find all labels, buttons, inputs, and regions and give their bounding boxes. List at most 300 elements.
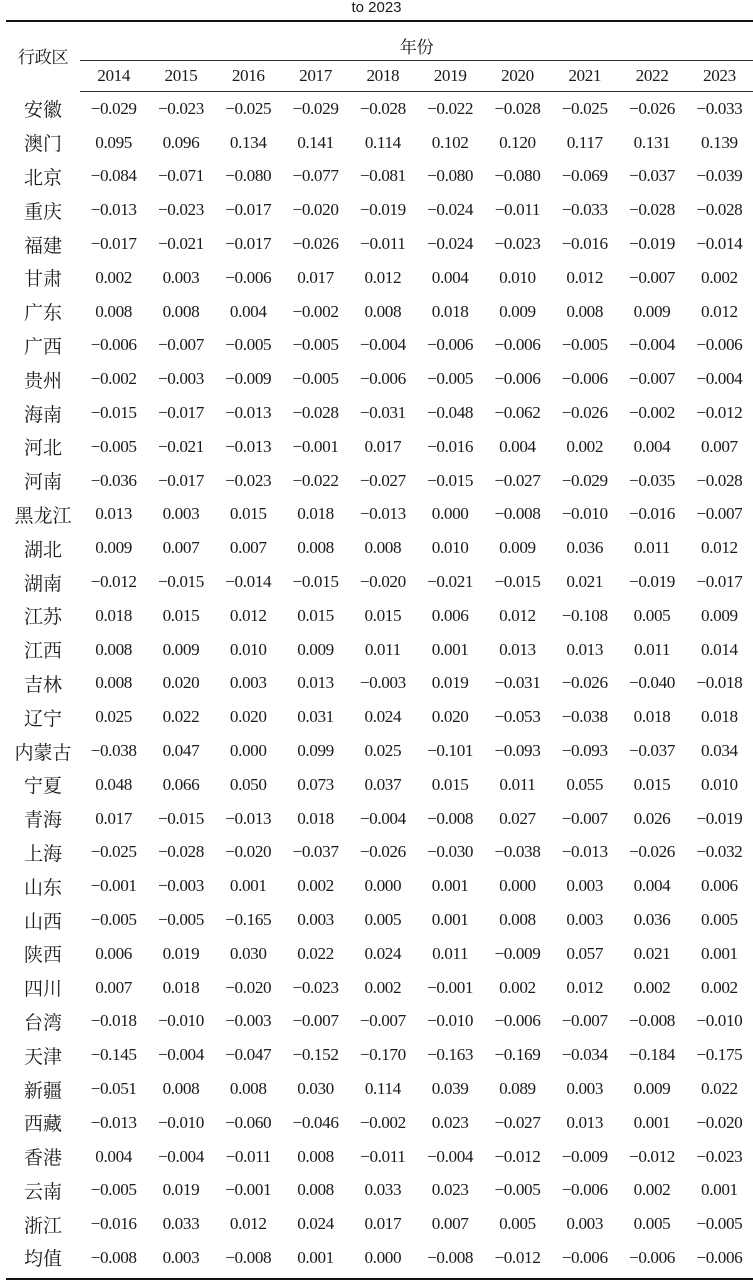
table-row	[6, 734, 753, 768]
value-cell: 0.009	[499, 538, 536, 558]
region-name-cell: 吉林	[23, 674, 62, 696]
value-cell: −0.018	[696, 673, 743, 693]
table-row	[6, 498, 753, 532]
value-cell: −0.004	[359, 808, 406, 828]
year-group-header: 年份	[399, 38, 434, 57]
value-cell: 0.004	[633, 876, 671, 896]
value-cell: −0.013	[225, 436, 272, 456]
value-cell: −0.080	[494, 166, 541, 186]
value-cell: −0.028	[157, 842, 204, 862]
value-cell: 0.008	[95, 673, 132, 693]
value-cell: −0.038	[90, 741, 137, 761]
value-cell: 0.007	[162, 538, 200, 558]
value-cell: −0.020	[225, 977, 272, 997]
value-cell: 0.007	[95, 977, 132, 997]
value-cell: 0.006	[95, 943, 132, 963]
value-cell: −0.020	[696, 1112, 743, 1132]
value-cell: −0.108	[561, 605, 608, 625]
value-cell: −0.002	[292, 301, 339, 321]
table-row	[6, 836, 753, 870]
value-cell: 0.010	[431, 538, 469, 558]
value-cell: −0.012	[629, 1146, 675, 1166]
value-cell: −0.009	[494, 943, 541, 963]
table-row	[6, 362, 753, 396]
value-cell: 0.000	[364, 1247, 402, 1267]
value-cell: −0.026	[359, 842, 406, 862]
value-cell: −0.029	[561, 470, 608, 490]
value-cell: −0.005	[225, 335, 272, 355]
value-cell: 0.027	[499, 808, 536, 828]
region-name-cell: 安徽	[23, 100, 62, 122]
value-cell: 0.003	[162, 267, 200, 287]
value-cell: −0.010	[157, 1011, 204, 1031]
value-cell: −0.025	[225, 98, 272, 118]
value-cell: 0.139	[701, 132, 738, 152]
value-cell: −0.152	[292, 1045, 339, 1065]
value-cell: −0.002	[629, 403, 675, 423]
value-cell: 0.023	[431, 1112, 469, 1132]
value-cell: −0.003	[359, 673, 406, 693]
value-cell: −0.005	[157, 910, 204, 930]
value-cell: −0.023	[292, 977, 339, 997]
value-cell: 0.141	[297, 132, 334, 152]
value-cell: −0.093	[494, 741, 541, 761]
value-cell: −0.005	[696, 1214, 743, 1234]
value-cell: −0.013	[359, 504, 406, 524]
table-row	[6, 1038, 753, 1072]
value-cell: 0.066	[162, 774, 200, 794]
value-cell: 0.037	[364, 774, 402, 794]
value-cell: −0.010	[157, 1112, 204, 1132]
value-cell: −0.020	[359, 572, 406, 592]
table-row	[6, 768, 753, 802]
value-cell: 0.010	[499, 267, 536, 287]
value-cell: −0.007	[561, 1011, 608, 1031]
value-cell: 0.019	[431, 673, 469, 693]
value-cell: −0.028	[696, 200, 743, 220]
table-row	[6, 599, 753, 633]
value-cell: −0.080	[427, 166, 474, 186]
value-cell: 0.033	[162, 1214, 200, 1234]
value-cell: −0.026	[561, 403, 608, 423]
value-cell: 0.004	[431, 267, 469, 287]
value-cell: 0.050	[229, 774, 267, 794]
region-name-cell: 宁夏	[23, 776, 62, 798]
value-cell: 0.005	[364, 910, 402, 930]
value-cell: 0.018	[162, 977, 200, 997]
value-cell: 0.020	[431, 707, 469, 727]
value-cell: 0.024	[297, 1214, 334, 1234]
region-name-cell: 天津	[23, 1046, 62, 1068]
value-cell: −0.007	[629, 267, 675, 287]
region-name-cell: 台湾	[23, 1012, 62, 1034]
value-cell: 0.021	[566, 572, 604, 592]
value-cell: −0.005	[427, 369, 474, 389]
value-cell: −0.015	[157, 572, 204, 592]
value-cell: −0.013	[90, 200, 137, 220]
value-cell: 0.057	[566, 943, 604, 963]
region-name-cell: 海南	[23, 404, 62, 426]
value-cell: 0.022	[162, 707, 200, 727]
region-name-cell: 广东	[23, 303, 62, 325]
value-cell: −0.062	[494, 403, 541, 423]
value-cell: −0.019	[629, 572, 675, 592]
value-cell: −0.005	[292, 335, 339, 355]
value-cell: 0.015	[162, 605, 200, 625]
year-header-2015: 2015	[147, 61, 214, 92]
region-name-cell: 河北	[23, 438, 62, 460]
region-name-cell: 江西	[23, 641, 62, 663]
table-row	[6, 261, 753, 295]
value-cell: 0.095	[95, 132, 132, 152]
value-cell: 0.021	[633, 943, 671, 963]
value-cell: −0.006	[629, 1247, 675, 1267]
value-cell: −0.017	[90, 234, 137, 254]
value-cell: 0.114	[364, 1079, 401, 1098]
value-cell: −0.011	[360, 1146, 406, 1166]
value-cell: −0.017	[157, 470, 204, 490]
value-cell: 0.002	[701, 267, 738, 287]
value-cell: −0.038	[561, 707, 608, 727]
value-cell: −0.008	[90, 1247, 137, 1267]
value-cell: 0.008	[297, 1180, 334, 1200]
header-row-years	[6, 61, 753, 92]
value-cell: 0.001	[229, 876, 267, 896]
value-cell: −0.007	[629, 369, 675, 389]
region-name-cell: 澳门	[23, 134, 62, 156]
region-name-cell: 重庆	[23, 201, 62, 223]
table-row	[6, 1005, 753, 1039]
value-cell: −0.004	[427, 1146, 474, 1166]
value-cell: −0.015	[90, 403, 137, 423]
value-cell: −0.013	[561, 842, 608, 862]
value-cell: 0.134	[229, 132, 267, 152]
value-cell: 0.102	[431, 132, 469, 152]
value-cell: 0.030	[297, 1079, 334, 1098]
value-cell: 0.117	[566, 132, 603, 152]
value-cell: −0.007	[292, 1011, 339, 1031]
value-cell: 0.011	[432, 943, 469, 963]
table-row	[6, 193, 753, 227]
region-name-cell: 辽宁	[23, 708, 62, 730]
region-name-cell: 江苏	[23, 607, 62, 629]
value-cell: −0.015	[427, 470, 474, 490]
value-cell: 0.015	[297, 605, 334, 625]
value-cell: −0.163	[427, 1045, 474, 1065]
region-name-cell: 山东	[23, 877, 62, 899]
value-cell: 0.008	[162, 1079, 200, 1098]
value-cell: 0.002	[499, 977, 536, 997]
region-name-cell: 湖南	[23, 573, 62, 595]
value-cell: −0.031	[494, 673, 541, 693]
value-cell: −0.031	[359, 403, 406, 423]
value-cell: −0.093	[561, 741, 608, 761]
year-header-2022: 2022	[618, 61, 685, 92]
value-cell: 0.009	[499, 301, 536, 321]
value-cell: 0.012	[364, 267, 402, 287]
value-cell: 0.006	[701, 876, 738, 896]
value-cell: 0.004	[499, 436, 536, 456]
value-cell: −0.033	[561, 200, 608, 220]
value-cell: −0.013	[225, 403, 272, 423]
value-cell: −0.037	[629, 166, 675, 186]
value-cell: −0.016	[561, 234, 608, 254]
value-cell: −0.006	[427, 335, 474, 355]
value-cell: 0.018	[297, 808, 334, 828]
value-cell: −0.033	[696, 98, 743, 118]
value-cell: 0.024	[364, 707, 402, 727]
value-cell: −0.010	[427, 1011, 474, 1031]
value-cell: 0.008	[499, 910, 536, 930]
value-cell: −0.006	[561, 1180, 608, 1200]
value-cell: −0.006	[359, 369, 406, 389]
value-cell: −0.169	[494, 1045, 541, 1065]
header-row-group	[6, 21, 753, 61]
table-row	[6, 869, 753, 903]
table-caption-text: to 2023	[351, 0, 402, 15]
value-cell: 0.047	[162, 741, 200, 761]
value-cell: 0.015	[229, 504, 267, 524]
value-cell: −0.012	[696, 403, 743, 423]
value-cell: 0.012	[499, 605, 536, 625]
value-cell: 0.017	[364, 436, 402, 456]
value-cell: −0.001	[90, 876, 137, 896]
value-cell: −0.005	[494, 1180, 541, 1200]
value-cell: −0.006	[494, 369, 541, 389]
data-table	[6, 21, 753, 1275]
value-cell: 0.004	[633, 436, 671, 456]
value-cell: −0.051	[90, 1079, 137, 1098]
value-cell: 0.003	[566, 1214, 604, 1234]
table-row	[6, 971, 753, 1005]
value-cell: 0.001	[431, 876, 469, 896]
table-row	[6, 903, 753, 937]
value-cell: 0.073	[297, 774, 334, 794]
value-cell: −0.012	[494, 1247, 541, 1267]
region-name-cell: 青海	[23, 810, 62, 832]
value-cell: −0.026	[561, 673, 608, 693]
region-name-cell: 云南	[23, 1181, 62, 1203]
value-cell: 0.023	[431, 1180, 469, 1200]
value-cell: −0.007	[359, 1011, 406, 1031]
value-cell: 0.008	[364, 301, 402, 321]
value-cell: −0.014	[696, 234, 743, 254]
value-cell: −0.080	[225, 166, 272, 186]
value-cell: −0.017	[225, 234, 272, 254]
table-row	[6, 92, 753, 126]
table-row	[6, 565, 753, 599]
year-header-2023: 2023	[686, 61, 753, 92]
value-cell: −0.071	[157, 166, 204, 186]
value-cell: −0.101	[427, 741, 474, 761]
value-cell: −0.030	[427, 842, 474, 862]
value-cell: 0.018	[431, 301, 469, 321]
value-cell: −0.015	[157, 808, 204, 828]
value-cell: 0.099	[297, 741, 334, 761]
value-cell: −0.027	[494, 470, 541, 490]
value-cell: 0.011	[634, 639, 671, 659]
table-row	[6, 1106, 753, 1140]
year-header-2017: 2017	[282, 61, 349, 92]
value-cell: −0.023	[157, 98, 204, 118]
table-row	[6, 295, 753, 329]
value-cell: 0.002	[701, 977, 738, 997]
value-cell: 0.089	[499, 1079, 536, 1098]
year-header-2014: 2014	[80, 61, 147, 92]
value-cell: 0.012	[701, 301, 738, 321]
value-cell: −0.022	[427, 98, 474, 118]
value-cell: 0.018	[633, 707, 671, 727]
value-cell: −0.012	[494, 1146, 541, 1166]
value-cell: 0.013	[566, 639, 604, 659]
value-cell: −0.016	[427, 436, 474, 456]
table-row	[6, 700, 753, 734]
value-cell: 0.013	[566, 1112, 604, 1132]
value-cell: 0.026	[633, 808, 671, 828]
value-cell: −0.069	[561, 166, 608, 186]
value-cell: −0.027	[359, 470, 406, 490]
value-cell: 0.002	[364, 977, 402, 997]
table-row	[6, 1207, 753, 1241]
region-name-cell: 四川	[23, 979, 62, 1001]
region-name-cell: 内蒙古	[14, 742, 72, 764]
value-cell: −0.012	[90, 572, 137, 592]
value-cell: −0.021	[427, 572, 474, 592]
value-cell: 0.008	[364, 538, 402, 558]
value-cell: 0.017	[364, 1214, 402, 1234]
value-cell: −0.008	[225, 1247, 272, 1267]
value-cell: 0.018	[701, 707, 738, 727]
value-cell: −0.038	[494, 842, 541, 862]
value-cell: −0.047	[225, 1045, 272, 1065]
value-cell: 0.114	[364, 132, 401, 152]
value-cell: 0.008	[95, 639, 132, 659]
value-cell: 0.012	[701, 538, 738, 558]
value-cell: 0.025	[364, 741, 402, 761]
value-cell: −0.039	[696, 166, 743, 186]
table-row	[6, 1241, 753, 1275]
value-cell: −0.019	[629, 234, 675, 254]
value-cell: 0.008	[162, 301, 200, 321]
value-cell: 0.008	[229, 1079, 267, 1098]
table-row	[6, 802, 753, 836]
value-cell: 0.002	[633, 1180, 671, 1200]
value-cell: −0.006	[561, 1247, 608, 1267]
value-cell: 0.003	[566, 910, 604, 930]
value-cell: −0.011	[360, 234, 406, 254]
value-cell: 0.001	[701, 1180, 738, 1200]
value-cell: 0.022	[701, 1079, 738, 1098]
value-cell: 0.024	[364, 943, 402, 963]
value-cell: 0.012	[566, 267, 604, 287]
year-header-2019: 2019	[416, 61, 483, 92]
value-cell: 0.004	[95, 1146, 132, 1166]
value-cell: 0.009	[633, 301, 671, 321]
value-cell: 0.009	[701, 605, 738, 625]
value-cell: 0.131	[633, 132, 671, 152]
table-row	[6, 227, 753, 261]
value-cell: −0.037	[292, 842, 339, 862]
value-cell: −0.016	[90, 1214, 137, 1234]
value-cell: −0.025	[90, 842, 137, 862]
value-cell: −0.028	[696, 470, 743, 490]
value-cell: −0.013	[225, 808, 272, 828]
value-cell: −0.175	[696, 1045, 743, 1065]
value-cell: −0.008	[494, 504, 541, 524]
value-cell: 0.013	[499, 639, 536, 659]
value-cell: −0.004	[359, 335, 406, 355]
value-cell: 0.007	[229, 538, 267, 558]
value-cell: 0.001	[701, 943, 738, 963]
value-cell: 0.002	[633, 977, 671, 997]
value-cell: 0.003	[566, 1079, 604, 1098]
value-cell: −0.005	[90, 436, 137, 456]
value-cell: 0.003	[162, 1247, 200, 1267]
region-name-cell: 浙江	[23, 1215, 62, 1237]
year-header-2020: 2020	[484, 61, 551, 92]
value-cell: −0.009	[561, 1146, 608, 1166]
value-cell: 0.009	[162, 639, 200, 659]
value-cell: 0.005	[499, 1214, 536, 1234]
value-cell: −0.001	[225, 1180, 272, 1200]
value-cell: −0.005	[292, 369, 339, 389]
table-row	[6, 1140, 753, 1174]
value-cell: 0.015	[364, 605, 402, 625]
region-name-cell: 湖北	[23, 539, 62, 561]
value-cell: −0.016	[629, 504, 675, 524]
region-name-cell: 陕西	[23, 945, 62, 967]
value-cell: 0.007	[431, 1214, 469, 1234]
region-name-cell: 福建	[23, 235, 62, 257]
value-cell: −0.007	[561, 808, 608, 828]
value-cell: 0.009	[633, 1079, 671, 1098]
value-cell: −0.010	[561, 504, 608, 524]
value-cell: −0.029	[90, 98, 137, 118]
value-cell: 0.008	[297, 538, 334, 558]
table-body	[6, 92, 753, 1275]
value-cell: 0.011	[499, 774, 536, 794]
value-cell: 0.013	[297, 673, 334, 693]
table-row	[6, 160, 753, 194]
value-cell: 0.000	[364, 876, 402, 896]
value-cell: 0.015	[633, 774, 671, 794]
value-cell: 0.003	[162, 504, 200, 524]
value-cell: −0.014	[225, 572, 272, 592]
region-name-cell: 河南	[23, 472, 62, 494]
value-cell: −0.021	[157, 234, 204, 254]
region-name-cell: 新疆	[23, 1080, 62, 1102]
value-cell: 0.025	[95, 707, 132, 727]
table-row	[6, 126, 753, 160]
value-cell: −0.005	[90, 1180, 137, 1200]
region-name-cell: 甘肃	[23, 269, 62, 291]
table-row	[6, 531, 753, 565]
value-cell: 0.011	[634, 538, 671, 558]
value-cell: −0.084	[90, 166, 137, 186]
value-cell: −0.019	[359, 200, 406, 220]
value-cell: −0.032	[696, 842, 743, 862]
value-cell: −0.021	[157, 436, 204, 456]
value-cell: 0.014	[701, 639, 738, 659]
value-cell: −0.018	[90, 1011, 137, 1031]
value-cell: −0.006	[494, 335, 541, 355]
value-cell: 0.005	[701, 910, 738, 930]
value-cell: 0.034	[701, 741, 738, 761]
region-name-cell: 山西	[23, 911, 62, 933]
value-cell: −0.024	[427, 234, 474, 254]
value-cell: −0.008	[427, 808, 474, 828]
value-cell: 0.003	[229, 673, 267, 693]
